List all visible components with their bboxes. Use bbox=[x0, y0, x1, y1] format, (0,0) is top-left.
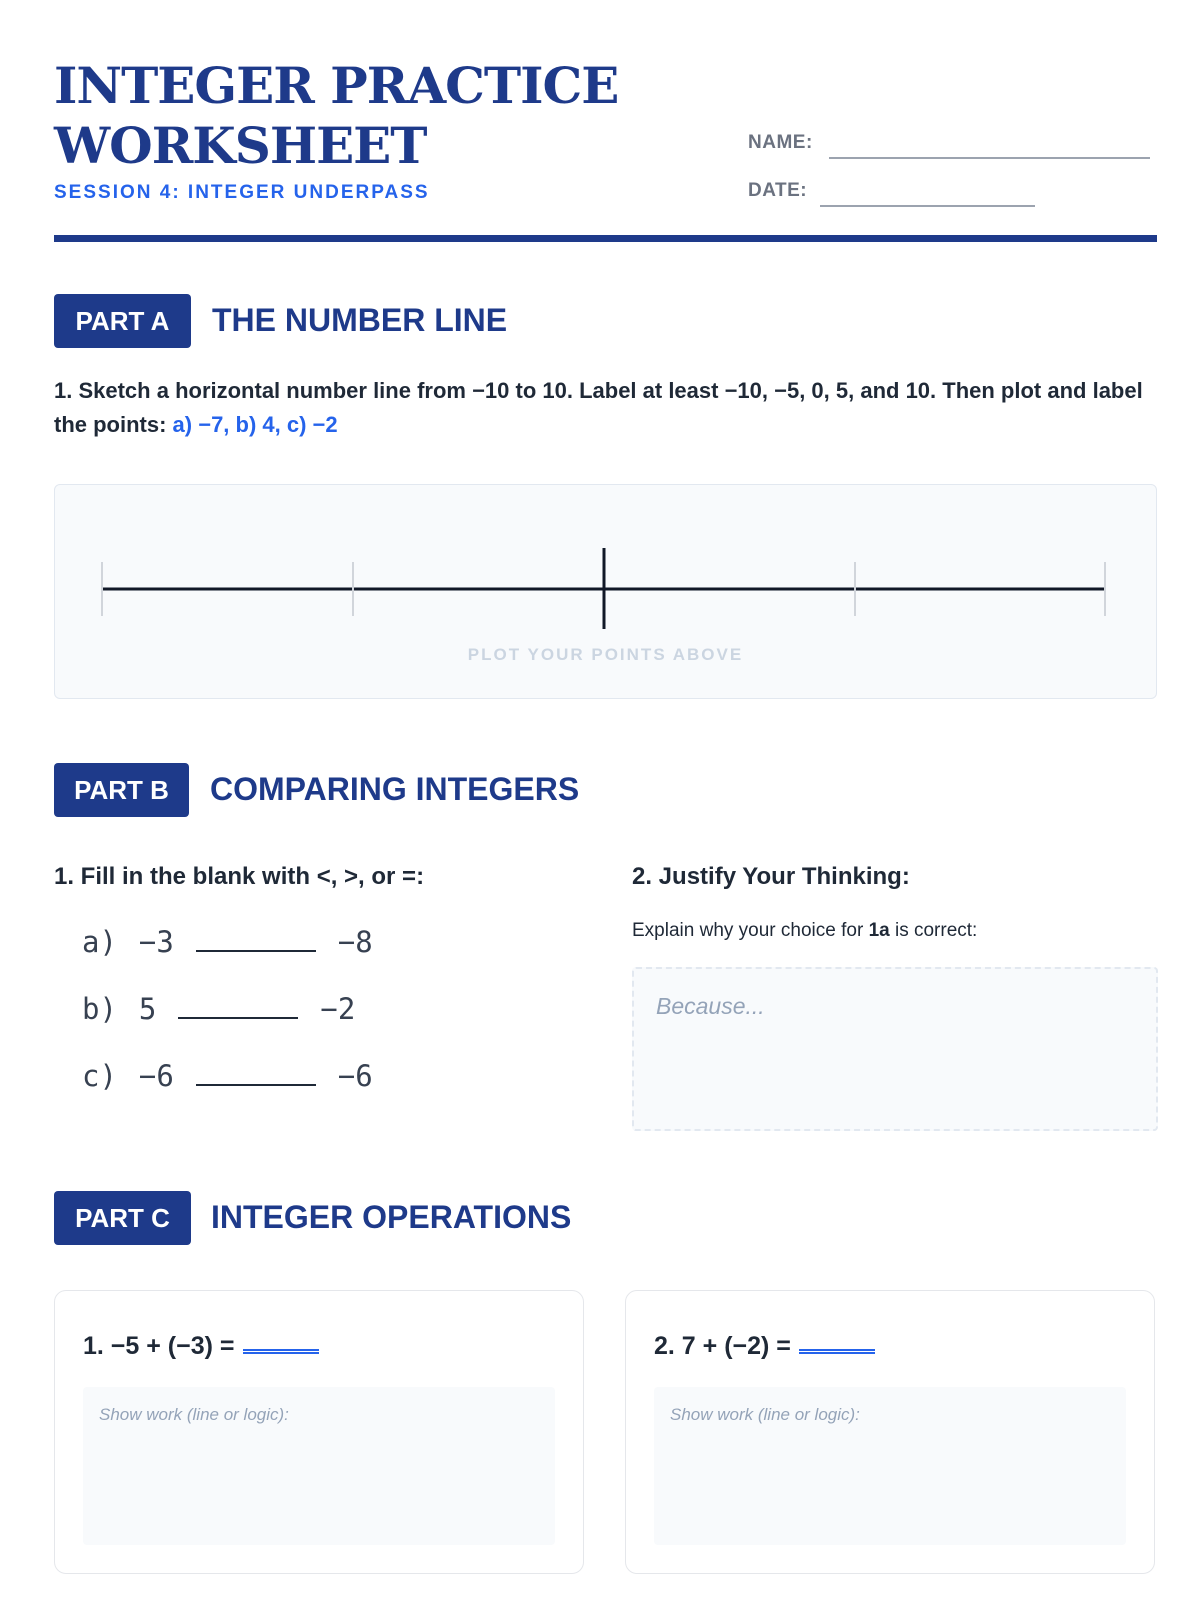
work-area[interactable] bbox=[83, 1387, 555, 1545]
part-c-badge: PART C bbox=[54, 1191, 191, 1245]
work-area[interactable] bbox=[654, 1387, 1126, 1545]
number-line-area[interactable] bbox=[54, 484, 1157, 699]
left-value: 5 bbox=[138, 992, 157, 1026]
compare-question: 1. Fill in the blank with <, >, or =: bbox=[54, 863, 425, 890]
work-label: Show work (line or logic): bbox=[99, 1405, 289, 1424]
comparison-blank[interactable] bbox=[196, 1060, 316, 1086]
plot-caption: PLOT YOUR POINTS ABOVE bbox=[467, 645, 744, 664]
justify-prompt bbox=[632, 920, 977, 942]
compare-row bbox=[82, 992, 355, 1026]
compare-row bbox=[82, 925, 373, 959]
right-value: −8 bbox=[337, 925, 373, 959]
justify-question: 2. Justify Your Thinking: bbox=[632, 863, 910, 890]
points-to-plot: a) −7, b) 4, c) −2 bbox=[172, 412, 338, 437]
row-letter: a) bbox=[82, 925, 117, 959]
part-c-title: INTEGER OPERATIONS bbox=[211, 1199, 572, 1235]
title-line-2: WORKSHEET bbox=[54, 116, 427, 175]
name-field[interactable] bbox=[829, 157, 1150, 159]
worksheet-title bbox=[54, 56, 694, 176]
justify-prompt-text-end: is correct: bbox=[889, 920, 978, 941]
equation-text: 1. −5 + (−3) = bbox=[83, 1332, 235, 1360]
title-line-1: INTEGER PRACTICE bbox=[54, 56, 619, 115]
left-value: −3 bbox=[138, 925, 174, 959]
comparison-blank[interactable] bbox=[178, 993, 298, 1019]
part-a-title: THE NUMBER LINE bbox=[212, 302, 508, 338]
part-b-title: COMPARING INTEGERS bbox=[210, 771, 580, 807]
justify-textarea[interactable] bbox=[632, 967, 1158, 1131]
operation-card-1 bbox=[54, 1290, 584, 1574]
justify-prompt-text: Explain why your choice for bbox=[632, 920, 869, 941]
date-label: DATE: bbox=[748, 180, 808, 201]
number-line bbox=[55, 485, 1156, 698]
operation-card-2 bbox=[625, 1290, 1155, 1574]
equation bbox=[83, 1327, 319, 1361]
right-value: −6 bbox=[337, 1059, 373, 1093]
row-letter: c) bbox=[82, 1059, 117, 1093]
justify-prompt-ref: 1a bbox=[868, 920, 890, 941]
number-line-question bbox=[54, 374, 1164, 442]
name-label: NAME: bbox=[748, 132, 813, 153]
answer-blank[interactable] bbox=[799, 1327, 875, 1354]
number-line-question-text: 1. Sketch a horizontal number line from −10 to 10. Label at least −10, −5, 0, 5, and 10. Then plot and label the points: bbox=[54, 378, 1143, 437]
part-a-badge: PART A bbox=[54, 294, 191, 348]
session-subtitle: SESSION 4: INTEGER UNDERPASS bbox=[54, 182, 430, 203]
part-b-badge: PART B bbox=[54, 763, 189, 817]
header-divider bbox=[54, 235, 1157, 242]
comparison-blank[interactable] bbox=[196, 926, 316, 952]
right-value: −2 bbox=[320, 992, 356, 1026]
work-label: Show work (line or logic): bbox=[670, 1405, 860, 1424]
justify-placeholder: Because... bbox=[656, 993, 765, 1019]
equation-text: 2. 7 + (−2) = bbox=[654, 1332, 791, 1360]
compare-row bbox=[82, 1059, 373, 1093]
row-letter: b) bbox=[82, 992, 117, 1026]
equation bbox=[654, 1327, 875, 1361]
left-value: −6 bbox=[138, 1059, 174, 1093]
answer-blank[interactable] bbox=[243, 1327, 319, 1354]
date-field[interactable] bbox=[820, 205, 1035, 207]
